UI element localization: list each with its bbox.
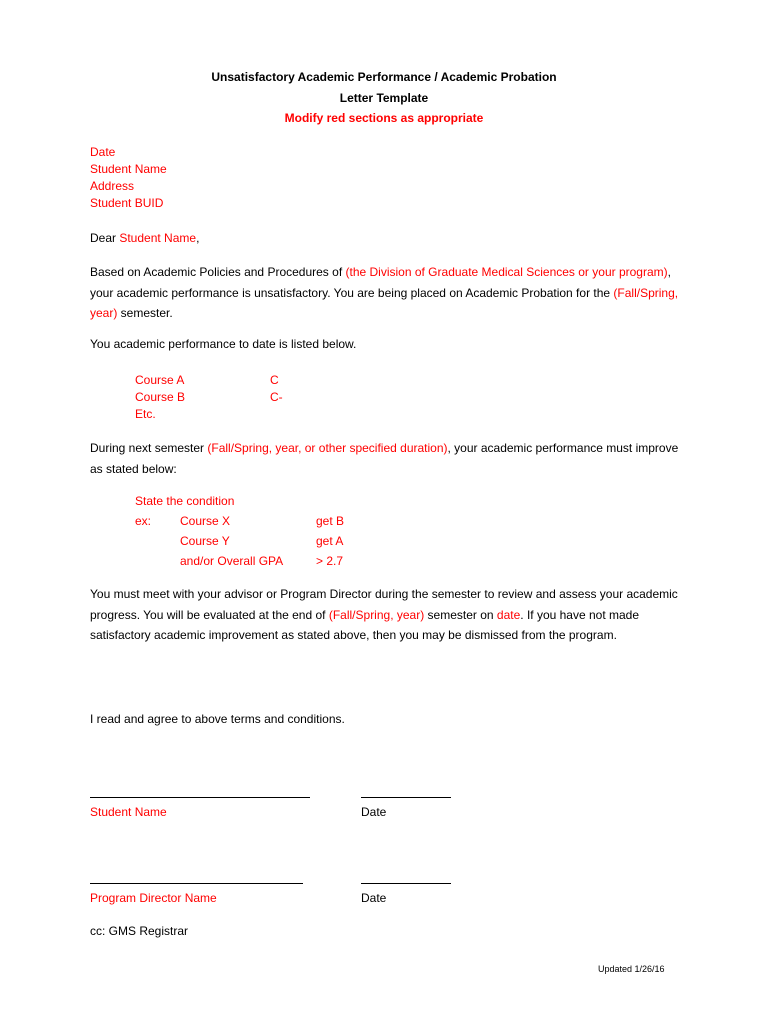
student-date-line[interactable] [361, 797, 451, 798]
term-placeholder: (Fall/Spring, year) [90, 285, 679, 320]
condition-item: Course X [180, 514, 231, 528]
student-signature-line[interactable] [90, 797, 310, 798]
condition-target: get A [316, 534, 344, 548]
page-subtitle: Letter Template [339, 91, 429, 105]
director-name-label: Program Director Name [90, 891, 217, 905]
grade-row: Etc. [135, 407, 156, 421]
salutation-name: Student Name [119, 231, 197, 245]
condition-target: get B [316, 514, 345, 528]
address-line-buid: Student BUID [90, 196, 164, 210]
salutation-suffix: , [196, 231, 200, 245]
cc-line: cc: GMS Registrar [90, 924, 189, 938]
paragraph-probation: Based on Academic Policies and Procedures of (the Division of Graduate Medical Sciences or your program), your academic performance is unsatisfactory. You are being placed on Academic Probation for the (Fall/Spring, year) semester. [90, 265, 679, 320]
condition-target: > 2.7 [316, 554, 344, 568]
director-date-label: Date [361, 891, 387, 905]
agreement-statement: I read and agree to above terms and conditions. [90, 712, 345, 726]
salutation [90, 231, 199, 245]
footer-updated: Updated 1/26/16 [598, 964, 665, 974]
condition-item: Course Y [180, 534, 230, 548]
address-line-address: Address [90, 179, 135, 193]
paragraph-performance-intro: You academic performance to date is listed below. [90, 337, 357, 351]
address-line-student-name: Student Name [90, 162, 167, 176]
grade-row: Course B C- [135, 390, 283, 404]
term-placeholder: (Fall/Spring, year) [328, 607, 425, 622]
director-date-line[interactable] [361, 883, 451, 884]
address-block [90, 144, 167, 212]
division-placeholder: (the Division of Graduate Medical Sciences or your program) [345, 265, 668, 279]
student-name-label: Student Name [90, 805, 167, 819]
paragraph-improvement: During next semester (Fall/Spring, year, or other specified duration), your academic performance must improve as stated below: [90, 441, 679, 476]
date-placeholder: date [496, 607, 521, 622]
grades-list [135, 372, 283, 423]
duration-placeholder: (Fall/Spring, year, or other specified duration) [207, 441, 448, 455]
salutation-prefix: Dear [90, 231, 120, 245]
conditions-heading: State the condition [135, 494, 235, 508]
paragraph-evaluation: You must meet with your advisor or Program Director during the semester to review and assess your academic progress. You will be evaluated at the end of (Fall/Spring, year) semester on date. If you have not made satisfactory academic improvement as stated above, then you may be dismissed from the program. [90, 587, 678, 642]
example-label: ex: [135, 514, 152, 528]
address-line-date: Date [90, 145, 116, 159]
template-instruction: Modify red sections as appropriate [284, 111, 484, 125]
grade-row: Course A C [135, 373, 279, 387]
student-date-label: Date [361, 805, 387, 819]
director-signature-line[interactable] [90, 883, 303, 884]
page-title: Unsatisfactory Academic Performance / Academic Probation [211, 70, 557, 84]
condition-item: and/or Overall GPA [180, 554, 284, 568]
